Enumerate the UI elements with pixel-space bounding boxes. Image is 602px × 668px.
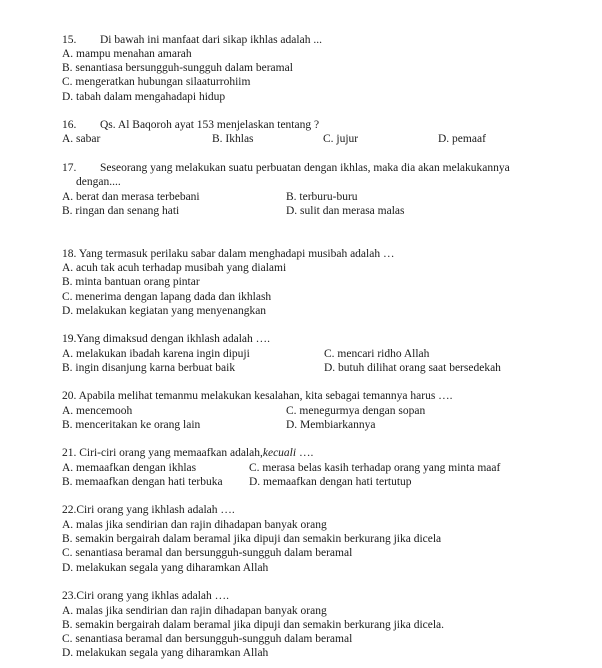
q15-number: 15. — [62, 34, 77, 46]
q22-question: 22.Ciri orang yang ikhlash adalah …. — [62, 504, 235, 516]
q15-option-b: B. senantiasa bersungguh-sungguh dalam beramal — [62, 62, 293, 74]
q17-option-b2: B. ringan dan senang hati — [62, 205, 180, 217]
q16-option-a: A. sabar — [62, 133, 101, 145]
q16-number: 16. — [62, 119, 77, 131]
q17-number: 17. — [62, 162, 77, 174]
q23-option-a: A. malas jika sendirian dan rajin dihadapan banyak orang — [62, 605, 327, 617]
q17-option-a: A. berat dan merasa terbebani — [62, 191, 200, 203]
q20-question: 20. Apabila melihat temanmu melakukan kesalahan, kita sebagai temannya harus …. — [62, 390, 453, 402]
q18-question: 18. Yang termasuk perilaku sabar dalam menghadapi musibah adalah … — [62, 248, 395, 260]
q18-option-d: D. melakukan kegiatan yang menyenangkan — [62, 305, 267, 317]
q22-option-a: A. malas jika sendirian dan rajin dihadapan banyak orang — [62, 519, 327, 531]
q21-option-b: B. memaafkan dengan hati terbuka — [62, 476, 223, 488]
q23-question: 23.Ciri orang yang ikhlas adalah …. — [62, 590, 230, 602]
q21-option-d: D. memaafkan dengan hati tertutup — [249, 476, 412, 488]
q23-option-c: C. senantiasa beramal dan bersungguh-sungguh dalam beramal — [62, 633, 353, 645]
q21-emphasis: kecuali — [262, 447, 297, 459]
q18-option-c: C. menerima dengan lapang dada dan ikhlash — [62, 291, 272, 303]
q22-option-b: B. semakin bergairah dalam beramal jika dipuji dan semakin berkurang jika dicela — [62, 533, 442, 545]
q15-question — [62, 33, 322, 47]
q16-option-b: B. Ikhlas — [212, 133, 254, 145]
q17-option-b1: B. terburu-buru — [286, 191, 358, 203]
q16-text: Qs. Al Baqoroh ayat 153 menjelaskan tentang ? — [100, 119, 320, 131]
q16-option-c: C. jujur — [323, 133, 359, 145]
q21-ellipsis: …. — [296, 447, 314, 459]
q21-option-a: A. memaafkan dengan ikhlas — [62, 462, 197, 474]
q21-option-c: C. merasa belas kasih terhadap orang yang minta maaf — [249, 462, 501, 474]
q21-question — [62, 446, 313, 460]
q15-option-a: A. mampu menahan amarah — [62, 48, 192, 60]
q23-option-d: D. melakukan segala yang diharamkan Allah — [62, 647, 269, 659]
q16-question — [62, 118, 319, 132]
q19-option-b: B. ingin disanjung karna berbuat baik — [62, 362, 236, 374]
q16-option-d: D. pemaaf — [438, 133, 486, 145]
q22-option-c: C. senantiasa beramal dan bersungguh-sungguh dalam beramal — [62, 547, 353, 559]
q20-option-a: A. mencemooh — [62, 405, 133, 417]
q19-option-c: C. mencari ridho Allah — [324, 348, 430, 360]
q21-text: 21. Ciri-ciri orang yang memaafkan adalah, — [62, 447, 263, 459]
q18-option-b: B. minta bantuan orang pintar — [62, 276, 200, 288]
q19-question: 19.Yang dimaksud dengan ikhlash adalah …. — [62, 333, 271, 345]
q19-option-a: A. melakukan ibadah karena ingin dipuji — [62, 348, 250, 360]
q19-option-d: D. butuh dilihat orang saat bersedekah — [324, 362, 501, 374]
q15-option-d: D. tabah dalam mengahadapi hidup — [62, 91, 226, 103]
q15-text: Di bawah ini manfaat dari sikap ikhlas adalah ... — [100, 34, 322, 46]
q20-option-b: B. menceritakan ke orang lain — [62, 419, 201, 431]
q22-option-d: D. melakukan segala yang diharamkan Allah — [62, 562, 269, 574]
q23-option-b: B. semakin bergairah dalam beramal jika dipuji dan semakin berkurang jika dicela. — [62, 619, 445, 631]
q18-option-a: A. acuh tak acuh terhadap musibah yang dialami — [62, 262, 287, 274]
q17-text-line1: Seseorang yang melakukan suatu perbuatan dengan ikhlas, maka dia akan melakukannya — [100, 162, 510, 174]
q17-question — [62, 161, 510, 175]
q17-text-line2: dengan.... — [76, 176, 121, 188]
q20-option-d: D. Membiarkannya — [286, 419, 376, 431]
q15-option-c: C. mengeratkan hubungan silaaturrohiim — [62, 76, 251, 88]
q17-option-d: D. sulit dan merasa malas — [286, 205, 405, 217]
q20-option-c: C. menegurmya dengan sopan — [286, 405, 426, 417]
